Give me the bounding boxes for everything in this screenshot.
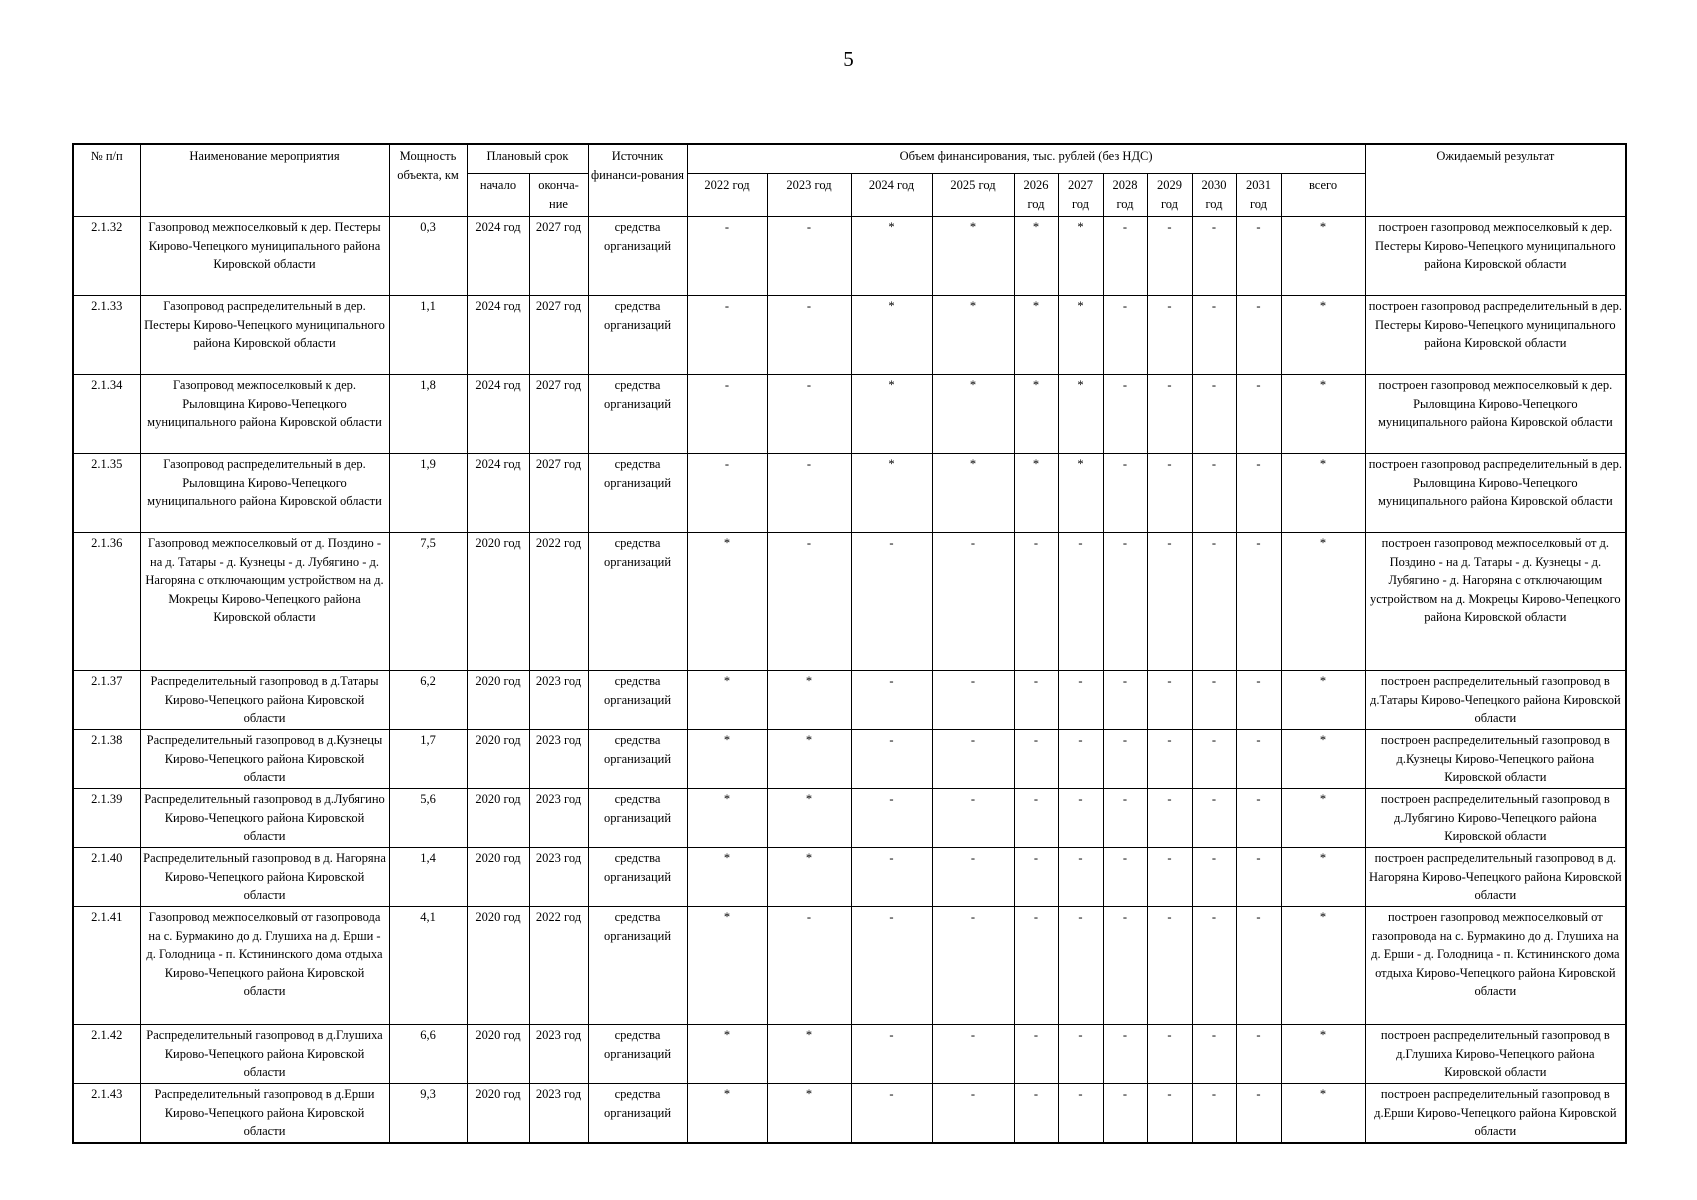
row-year-value-cell: - xyxy=(1014,730,1058,789)
row-total-cell: * xyxy=(1281,1084,1365,1143)
row-year-value-cell: - xyxy=(851,907,932,1025)
row-year-value-cell: * xyxy=(932,217,1014,296)
row-capacity-cell: 5,6 xyxy=(389,789,467,848)
row-year-value-cell: * xyxy=(1058,375,1103,454)
row-total-cell: * xyxy=(1281,907,1365,1025)
row-year-value-cell: - xyxy=(1192,907,1236,1025)
row-source-cell: средства организаций xyxy=(588,907,687,1025)
row-num-cell: 2.1.32 xyxy=(73,217,140,296)
row-year-value-cell: * xyxy=(687,533,767,671)
row-name-cell: Распределительный газопровод в д.Ерши Кирово-Чепецкого района Кировской области xyxy=(140,1084,389,1143)
table-body xyxy=(73,217,1626,1143)
row-end-cell: 2022 год xyxy=(529,533,588,671)
row-source-cell: средства организаций xyxy=(588,533,687,671)
row-year-value-cell: * xyxy=(767,730,851,789)
row-year-value-cell: * xyxy=(851,217,932,296)
row-start-cell: 2020 год xyxy=(467,533,529,671)
row-end-cell: 2027 год xyxy=(529,375,588,454)
row-start-cell: 2020 год xyxy=(467,907,529,1025)
row-year-value-cell: - xyxy=(932,730,1014,789)
row-year-value-cell: - xyxy=(1058,848,1103,907)
row-year-value-cell: * xyxy=(767,848,851,907)
row-result-cell: построен газопровод межпоселковый от д. Поздино - на д. Татары - д. Кузнецы - д. Лубягино - д. Нагоряна с отключающим устройством на д. Мокрецы Кирово-Чепецкого района Кировской области xyxy=(1365,533,1626,671)
header-name: Наименование мероприятия xyxy=(140,144,389,217)
row-year-value-cell: - xyxy=(687,454,767,533)
header-capacity: Мощность объекта, км xyxy=(389,144,467,217)
row-year-value-cell: - xyxy=(1147,907,1192,1025)
row-year-value-cell: - xyxy=(1103,671,1147,730)
row-year-value-cell: - xyxy=(851,730,932,789)
row-name-cell: Газопровод межпоселковый от газопровода на с. Бурмакино до д. Глушиха на д. Ерши - д. Голодница - п. Кстининского дома отдыха Кирово-Чепецкого района Кировской области xyxy=(140,907,389,1025)
row-num-cell: 2.1.38 xyxy=(73,730,140,789)
table-row xyxy=(73,375,1626,454)
row-year-value-cell: * xyxy=(1058,296,1103,375)
row-name-cell: Газопровод межпоселковый от д. Поздино - на д. Татары - д. Кузнецы - д. Лубягино - д. Нагоряна с отключающим устройством на д. Мокрецы Кирово-Чепецкого района Кировской области xyxy=(140,533,389,671)
row-year-value-cell: - xyxy=(1103,375,1147,454)
row-year-value-cell: - xyxy=(1236,671,1281,730)
row-source-cell: средства организаций xyxy=(588,375,687,454)
row-year-value-cell: - xyxy=(1147,671,1192,730)
row-year-value-cell: - xyxy=(767,375,851,454)
row-year-value-cell: * xyxy=(687,848,767,907)
row-year-value-cell: - xyxy=(1147,217,1192,296)
row-year-value-cell: - xyxy=(1014,907,1058,1025)
row-year-value-cell: - xyxy=(932,533,1014,671)
row-start-cell: 2020 год xyxy=(467,789,529,848)
row-result-cell: построен распределительный газопровод в д.Ерши Кирово-Чепецкого района Кировской области xyxy=(1365,1084,1626,1143)
row-total-cell: * xyxy=(1281,533,1365,671)
row-year-value-cell: - xyxy=(1058,907,1103,1025)
row-year-value-cell: * xyxy=(687,1025,767,1084)
header-term: Плановый срок xyxy=(467,144,588,174)
row-source-cell: средства организаций xyxy=(588,1025,687,1084)
row-year-value-cell: - xyxy=(1103,789,1147,848)
row-num-cell: 2.1.36 xyxy=(73,533,140,671)
row-total-cell: * xyxy=(1281,789,1365,848)
row-year-value-cell: - xyxy=(1236,296,1281,375)
row-year-value-cell: - xyxy=(1147,1084,1192,1143)
table-row xyxy=(73,730,1626,789)
row-total-cell: * xyxy=(1281,454,1365,533)
row-capacity-cell: 1,7 xyxy=(389,730,467,789)
header-financing: Объем финансирования, тыс. рублей (без НДС) xyxy=(687,144,1365,174)
row-year-value-cell: * xyxy=(851,375,932,454)
header-source: Источник финанси-рования xyxy=(588,144,687,217)
row-year-value-cell: - xyxy=(851,533,932,671)
row-year-value-cell: - xyxy=(932,1084,1014,1143)
table-row xyxy=(73,1025,1626,1084)
row-year-value-cell: - xyxy=(851,789,932,848)
table-row xyxy=(73,671,1626,730)
row-year-value-cell: - xyxy=(1236,375,1281,454)
row-end-cell: 2027 год xyxy=(529,296,588,375)
table-row xyxy=(73,533,1626,671)
row-end-cell: 2023 год xyxy=(529,789,588,848)
row-year-value-cell: - xyxy=(767,533,851,671)
row-source-cell: средства организаций xyxy=(588,1084,687,1143)
row-year-value-cell: - xyxy=(1058,789,1103,848)
row-year-value-cell: * xyxy=(767,1084,851,1143)
header-num: № п/п xyxy=(73,144,140,217)
row-year-value-cell: - xyxy=(932,907,1014,1025)
table-row xyxy=(73,789,1626,848)
row-year-value-cell: - xyxy=(1192,1025,1236,1084)
row-total-cell: * xyxy=(1281,375,1365,454)
row-total-cell: * xyxy=(1281,1025,1365,1084)
row-source-cell: средства организаций xyxy=(588,730,687,789)
row-year-value-cell: * xyxy=(1014,217,1058,296)
row-result-cell: построен газопровод межпоселковый к дер. Пестеры Кирово-Чепецкого муниципального района Кировской области xyxy=(1365,217,1626,296)
row-name-cell: Распределительный газопровод в д.Кузнецы Кирово-Чепецкого района Кировской области xyxy=(140,730,389,789)
row-year-value-cell: - xyxy=(1147,789,1192,848)
row-name-cell: Распределительный газопровод в д.Татары Кирово-Чепецкого района Кировской области xyxy=(140,671,389,730)
row-year-value-cell: * xyxy=(687,789,767,848)
row-start-cell: 2020 год xyxy=(467,1084,529,1143)
row-result-cell: построен распределительный газопровод в д.Лубягино Кирово-Чепецкого района Кировской области xyxy=(1365,789,1626,848)
row-year-value-cell: - xyxy=(767,217,851,296)
row-year-value-cell: - xyxy=(1236,730,1281,789)
row-name-cell: Газопровод межпоселковый к дер. Пестеры Кирово-Чепецкого муниципального района Кировской области xyxy=(140,217,389,296)
row-year-value-cell: - xyxy=(1014,1084,1058,1143)
row-end-cell: 2023 год xyxy=(529,730,588,789)
row-year-value-cell: - xyxy=(932,848,1014,907)
row-year-value-cell: - xyxy=(1014,1025,1058,1084)
row-year-value-cell: - xyxy=(851,1084,932,1143)
row-year-value-cell: - xyxy=(1103,296,1147,375)
row-year-value-cell: - xyxy=(1014,671,1058,730)
row-year-value-cell: - xyxy=(1103,1084,1147,1143)
row-year-value-cell: - xyxy=(1236,907,1281,1025)
row-year-value-cell: * xyxy=(1014,375,1058,454)
row-year-value-cell: * xyxy=(767,789,851,848)
row-start-cell: 2024 год xyxy=(467,375,529,454)
row-year-value-cell: * xyxy=(687,1084,767,1143)
row-num-cell: 2.1.42 xyxy=(73,1025,140,1084)
header-year: 2026 год xyxy=(1014,174,1058,217)
row-year-value-cell: - xyxy=(1236,217,1281,296)
row-year-value-cell: - xyxy=(1103,454,1147,533)
row-year-value-cell: * xyxy=(932,296,1014,375)
header-year: 2028 год xyxy=(1103,174,1147,217)
table-header xyxy=(73,144,1626,217)
row-year-value-cell: - xyxy=(1192,296,1236,375)
row-year-value-cell: - xyxy=(1147,848,1192,907)
row-year-value-cell: - xyxy=(851,671,932,730)
row-start-cell: 2024 год xyxy=(467,296,529,375)
row-year-value-cell: - xyxy=(1103,533,1147,671)
header-year: 2027 год xyxy=(1058,174,1103,217)
row-year-value-cell: - xyxy=(687,296,767,375)
header-year: 2024 год xyxy=(851,174,932,217)
row-num-cell: 2.1.39 xyxy=(73,789,140,848)
row-year-value-cell: * xyxy=(687,671,767,730)
row-year-value-cell: - xyxy=(1058,1025,1103,1084)
row-capacity-cell: 7,5 xyxy=(389,533,467,671)
row-year-value-cell: - xyxy=(932,671,1014,730)
row-name-cell: Распределительный газопровод в д. Нагоряна Кирово-Чепецкого района Кировской области xyxy=(140,848,389,907)
row-start-cell: 2020 год xyxy=(467,1025,529,1084)
header-year: 2025 год xyxy=(932,174,1014,217)
row-year-value-cell: - xyxy=(1103,1025,1147,1084)
row-source-cell: средства организаций xyxy=(588,217,687,296)
row-year-value-cell: - xyxy=(1192,533,1236,671)
row-result-cell: построен распределительный газопровод в д.Глушиха Кирово-Чепецкого района Кировской области xyxy=(1365,1025,1626,1084)
row-result-cell: построен газопровод межпоселковый от газопровода на с. Бурмакино до д. Глушиха на д. Ерши - д. Голодница - п. Кстининского дома отдыха Кирово-Чепецкого района Кировской области xyxy=(1365,907,1626,1025)
header-year: 2029 год xyxy=(1147,174,1192,217)
row-total-cell: * xyxy=(1281,671,1365,730)
row-year-value-cell: - xyxy=(1192,1084,1236,1143)
row-name-cell: Газопровод межпоселковый к дер. Рыловщина Кирово-Чепецкого муниципального района Кировской области xyxy=(140,375,389,454)
row-year-value-cell: - xyxy=(932,1025,1014,1084)
table-row xyxy=(73,848,1626,907)
row-capacity-cell: 6,6 xyxy=(389,1025,467,1084)
row-year-value-cell: * xyxy=(932,454,1014,533)
row-year-value-cell: * xyxy=(687,907,767,1025)
row-result-cell: построен газопровод межпоселковый к дер. Рыловщина Кирово-Чепецкого муниципального района Кировской области xyxy=(1365,375,1626,454)
row-total-cell: * xyxy=(1281,296,1365,375)
row-year-value-cell: - xyxy=(1236,1084,1281,1143)
row-year-value-cell: * xyxy=(1014,454,1058,533)
row-year-value-cell: * xyxy=(1058,454,1103,533)
row-end-cell: 2027 год xyxy=(529,454,588,533)
row-result-cell: построен распределительный газопровод в д. Нагоряна Кирово-Чепецкого района Кировской области xyxy=(1365,848,1626,907)
row-year-value-cell: - xyxy=(1192,454,1236,533)
row-year-value-cell: - xyxy=(1236,533,1281,671)
row-result-cell: построен газопровод распределительный в дер. Пестеры Кирово-Чепецкого муниципального района Кировской области xyxy=(1365,296,1626,375)
row-start-cell: 2020 год xyxy=(467,671,529,730)
row-source-cell: средства организаций xyxy=(588,296,687,375)
row-total-cell: * xyxy=(1281,217,1365,296)
header-year: 2023 год xyxy=(767,174,851,217)
row-year-value-cell: - xyxy=(1058,533,1103,671)
row-year-value-cell: - xyxy=(1147,730,1192,789)
table-row xyxy=(73,217,1626,296)
row-name-cell: Распределительный газопровод в д.Лубягино Кирово-Чепецкого района Кировской области xyxy=(140,789,389,848)
table-row xyxy=(73,454,1626,533)
row-year-value-cell: - xyxy=(1103,730,1147,789)
row-year-value-cell: * xyxy=(767,1025,851,1084)
table-row xyxy=(73,296,1626,375)
row-num-cell: 2.1.40 xyxy=(73,848,140,907)
row-end-cell: 2023 год xyxy=(529,671,588,730)
row-year-value-cell: - xyxy=(1192,671,1236,730)
row-year-value-cell: - xyxy=(1058,730,1103,789)
row-year-value-cell: - xyxy=(1014,848,1058,907)
row-year-value-cell: * xyxy=(687,730,767,789)
row-capacity-cell: 1,4 xyxy=(389,848,467,907)
row-year-value-cell: - xyxy=(1103,907,1147,1025)
row-num-cell: 2.1.35 xyxy=(73,454,140,533)
row-source-cell: средства организаций xyxy=(588,848,687,907)
row-source-cell: средства организаций xyxy=(588,671,687,730)
row-start-cell: 2020 год xyxy=(467,730,529,789)
row-year-value-cell: - xyxy=(851,1025,932,1084)
row-year-value-cell: * xyxy=(1058,217,1103,296)
row-result-cell: построен распределительный газопровод в д.Кузнецы Кирово-Чепецкого района Кировской области xyxy=(1365,730,1626,789)
row-year-value-cell: - xyxy=(1147,375,1192,454)
row-year-value-cell: - xyxy=(1147,1025,1192,1084)
table-row xyxy=(73,1084,1626,1143)
row-num-cell: 2.1.43 xyxy=(73,1084,140,1143)
row-year-value-cell: - xyxy=(1192,848,1236,907)
row-start-cell: 2020 год xyxy=(467,848,529,907)
row-total-cell: * xyxy=(1281,730,1365,789)
row-year-value-cell: - xyxy=(1192,730,1236,789)
row-year-value-cell: * xyxy=(1014,296,1058,375)
row-name-cell: Газопровод распределительный в дер. Пестеры Кирово-Чепецкого муниципального района Кировской области xyxy=(140,296,389,375)
header-start: начало xyxy=(467,174,529,217)
row-year-value-cell: - xyxy=(1192,217,1236,296)
row-source-cell: средства организаций xyxy=(588,789,687,848)
row-year-value-cell: - xyxy=(1058,1084,1103,1143)
row-year-value-cell: - xyxy=(1103,217,1147,296)
row-year-value-cell: - xyxy=(1236,848,1281,907)
row-capacity-cell: 9,3 xyxy=(389,1084,467,1143)
row-year-value-cell: - xyxy=(1147,454,1192,533)
row-year-value-cell: - xyxy=(767,907,851,1025)
row-year-value-cell: - xyxy=(1058,671,1103,730)
row-year-value-cell: - xyxy=(687,375,767,454)
row-year-value-cell: - xyxy=(1147,533,1192,671)
row-num-cell: 2.1.33 xyxy=(73,296,140,375)
row-end-cell: 2023 год xyxy=(529,1084,588,1143)
row-capacity-cell: 6,2 xyxy=(389,671,467,730)
row-year-value-cell: - xyxy=(767,454,851,533)
row-year-value-cell: * xyxy=(932,375,1014,454)
row-end-cell: 2023 год xyxy=(529,848,588,907)
header-year: 2022 год xyxy=(687,174,767,217)
row-year-value-cell: * xyxy=(851,454,932,533)
row-num-cell: 2.1.37 xyxy=(73,671,140,730)
row-end-cell: 2027 год xyxy=(529,217,588,296)
row-name-cell: Распределительный газопровод в д.Глушиха Кирово-Чепецкого района Кировской области xyxy=(140,1025,389,1084)
header-year: 2031 год xyxy=(1236,174,1281,217)
row-year-value-cell: - xyxy=(1236,1025,1281,1084)
row-year-value-cell: * xyxy=(767,671,851,730)
row-start-cell: 2024 год xyxy=(467,217,529,296)
row-start-cell: 2024 год xyxy=(467,454,529,533)
row-source-cell: средства организаций xyxy=(588,454,687,533)
row-year-value-cell: - xyxy=(1014,533,1058,671)
row-result-cell: построен распределительный газопровод в д.Татары Кирово-Чепецкого района Кировской области xyxy=(1365,671,1626,730)
row-year-value-cell: - xyxy=(767,296,851,375)
row-end-cell: 2022 год xyxy=(529,907,588,1025)
row-total-cell: * xyxy=(1281,848,1365,907)
row-year-value-cell: - xyxy=(687,217,767,296)
row-end-cell: 2023 год xyxy=(529,1025,588,1084)
row-capacity-cell: 1,8 xyxy=(389,375,467,454)
header-total: всего xyxy=(1281,174,1365,217)
row-result-cell: построен газопровод распределительный в дер. Рыловщина Кирово-Чепецкого муниципального района Кировской области xyxy=(1365,454,1626,533)
header-year: 2030 год xyxy=(1192,174,1236,217)
row-year-value-cell: - xyxy=(1014,789,1058,848)
row-num-cell: 2.1.34 xyxy=(73,375,140,454)
row-year-value-cell: - xyxy=(932,789,1014,848)
row-year-value-cell: - xyxy=(1147,296,1192,375)
row-year-value-cell: * xyxy=(851,296,932,375)
row-year-value-cell: - xyxy=(1103,848,1147,907)
row-year-value-cell: - xyxy=(1192,789,1236,848)
row-capacity-cell: 1,1 xyxy=(389,296,467,375)
table-row xyxy=(73,907,1626,1025)
header-result: Ожидаемый результат xyxy=(1365,144,1626,217)
financing-plan-table xyxy=(72,143,1627,1144)
row-capacity-cell: 4,1 xyxy=(389,907,467,1025)
row-capacity-cell: 0,3 xyxy=(389,217,467,296)
row-capacity-cell: 1,9 xyxy=(389,454,467,533)
row-year-value-cell: - xyxy=(1236,454,1281,533)
row-year-value-cell: - xyxy=(851,848,932,907)
row-num-cell: 2.1.41 xyxy=(73,907,140,1025)
page-number: 5 xyxy=(843,47,854,71)
row-name-cell: Газопровод распределительный в дер. Рыловщина Кирово-Чепецкого муниципального района Кировской области xyxy=(140,454,389,533)
row-year-value-cell: - xyxy=(1236,789,1281,848)
header-end: оконча-ние xyxy=(529,174,588,217)
row-year-value-cell: - xyxy=(1192,375,1236,454)
